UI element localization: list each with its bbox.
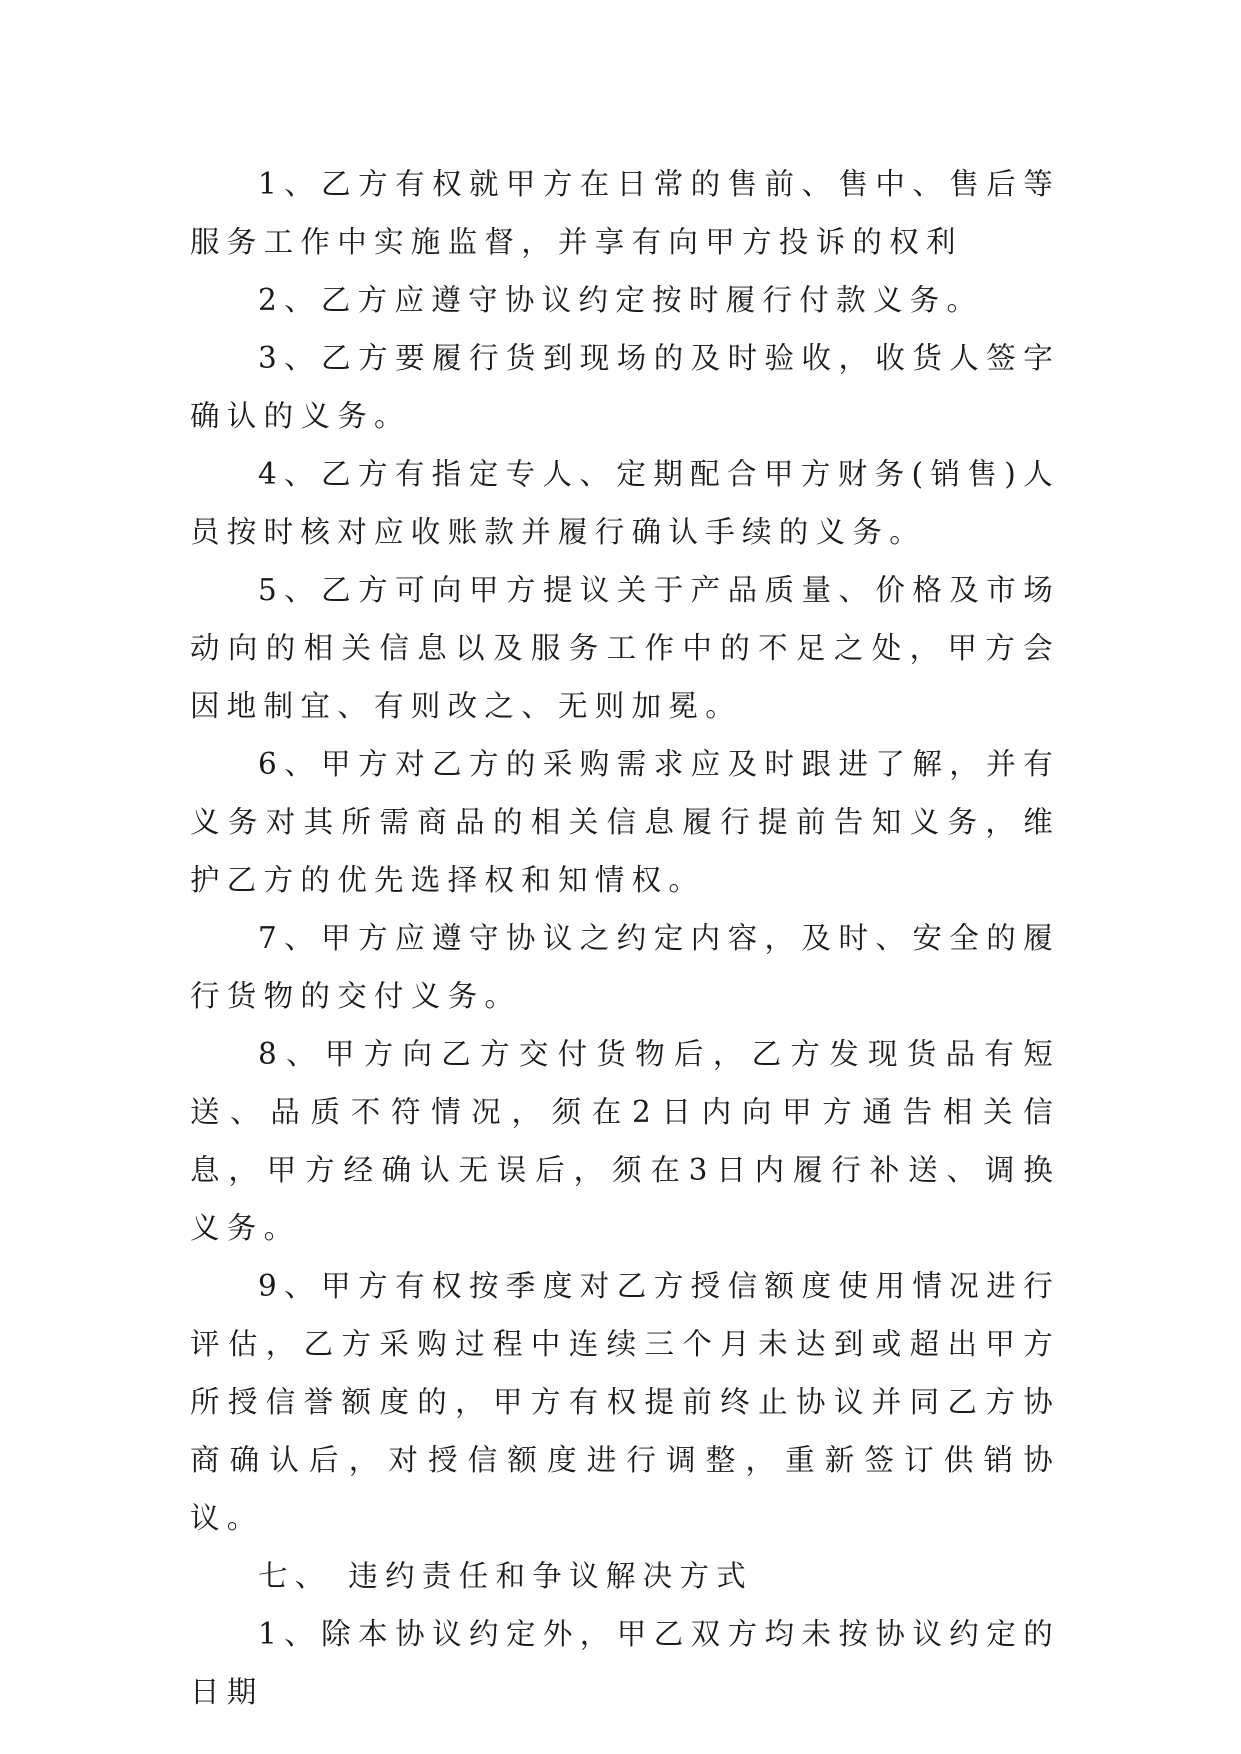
clause-paragraph: 1、乙方有权就甲方在日常的售前、售中、售后等服务工作中实施监督，并享有向甲方投诉的权利 <box>190 167 1060 259</box>
clause-paragraph: 9、甲方有权按季度对乙方授信额度使用情况进行评估，乙方采购过程中连续三个月未达到或超出甲方所授信誉额度的，甲方有权提前终止协议并同乙方协商确认后，对授信额度进行调整，重新签订供销协议。 <box>190 1269 1060 1535</box>
clause-paragraph: 4、乙方有指定专人、定期配合甲方财务(销售)人员按时核对应收账款并履行确认手续的义务。 <box>190 457 1060 549</box>
clause-paragraph: 8、甲方向乙方交付货物后，乙方发现货品有短送、品质不符情况，须在2日内向甲方通告相关信息，甲方经确认无误后，须在3日内履行补送、调换义务。 <box>190 1037 1060 1245</box>
clause-paragraph: 2、乙方应遵守协议约定按时履行付款义务。 <box>258 283 984 317</box>
clause-paragraph: 6、甲方对乙方的采购需求应及时跟进了解，并有义务对其所需商品的相关信息履行提前告知义务，维护乙方的优先选择权和知情权。 <box>190 747 1060 897</box>
clause-paragraph: 1、除本协议约定外，甲乙双方均未按协议约定的日期 <box>190 1617 1060 1709</box>
clause-paragraph: 7、甲方应遵守协议之约定内容，及时、安全的履行货物的交付义务。 <box>190 921 1060 1013</box>
document-body <box>190 155 1060 1721</box>
clause-paragraph: 5、乙方可向甲方提议关于产品质量、价格及市场动向的相关信息以及服务工作中的不足之处，甲方会因地制宜、有则改之、无则加冕。 <box>190 573 1060 723</box>
section-heading: 七、 违约责任和争议解决方式 <box>258 1559 754 1593</box>
clause-paragraph: 3、乙方要履行货到现场的及时验收，收货人签字确认的义务。 <box>190 341 1060 433</box>
